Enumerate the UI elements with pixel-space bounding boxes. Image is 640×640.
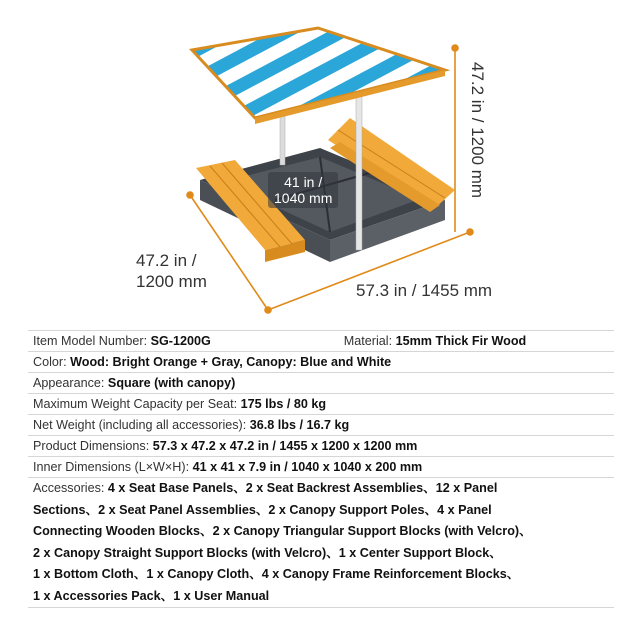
inner-dims-value: 41 x 41 x 7.9 in / 1040 x 1040 x 200 mm: [192, 460, 423, 474]
accessories-value-4: 2 x Canopy Straight Support Blocks (with Velcro)、1 x Center Support Block、: [33, 545, 502, 560]
material-value: 15mm Thick Fir Wood: [395, 334, 527, 348]
depth-dimension-label: [136, 250, 226, 292]
spec-row: [28, 457, 614, 478]
depth-dimension-line1: 47.2 in /: [136, 251, 197, 270]
accessories-value-3: Connecting Wooden Blocks、2 x Canopy Triangular Support Blocks (with Velcro)、: [33, 524, 532, 538]
product-dims-value: 57.3 x 47.2 x 47.2 in / 1455 x 1200 x 1200 mm: [152, 439, 418, 453]
canopy: [192, 28, 445, 124]
spec-row: [28, 415, 614, 436]
spec-row: [28, 436, 614, 457]
max-weight-label: Maximum Weight Capacity per Seat:: [33, 397, 238, 411]
model-value: SG-1200G: [150, 334, 211, 348]
accessories-value-1: 4 x Seat Base Panels、2 x Seat Backrest Assemblies、12 x Panel: [107, 481, 498, 495]
inner-dimension-label: [268, 172, 338, 208]
inner-dimension-line1: 41 in /: [284, 174, 323, 190]
appearance-value: Square (with canopy): [107, 376, 236, 390]
spec-table: [28, 330, 614, 608]
canopy-pole-right: [356, 85, 362, 250]
accessories-value-6: 1 x Accessories Pack、1 x User Manual: [33, 588, 270, 603]
net-weight-label: Net Weight (including all accessories):: [33, 418, 247, 432]
inner-dims-label: Inner Dimensions (L×W×H):: [33, 460, 190, 474]
spec-row: [28, 352, 614, 373]
spec-row: [28, 331, 614, 352]
accessories-label: Accessories:: [33, 481, 105, 495]
spec-row: [28, 373, 614, 394]
color-value: Wood: Bright Orange + Gray, Canopy: Blue and White: [70, 355, 392, 369]
max-weight-value: 175 lbs / 80 kg: [240, 397, 327, 411]
depth-dimension-line2: 1200 mm: [136, 272, 207, 291]
model-label: Item Model Number:: [33, 334, 148, 348]
inner-dimension-line2: 1040 mm: [274, 190, 333, 206]
material-label: Material:: [343, 334, 393, 348]
product-dims-label: Product Dimensions:: [33, 439, 150, 453]
height-dimension-label: 47.2 in / 1200 mm: [468, 62, 487, 199]
color-label: Color:: [33, 355, 67, 369]
accessories-value-5: 1 x Bottom Cloth、1 x Canopy Cloth、4 x Canopy Frame Reinforcement Blocks、: [33, 567, 520, 581]
appearance-label: Appearance:: [33, 376, 105, 390]
accessories-line: [33, 478, 614, 500]
net-weight-value: 36.8 lbs / 16.7 kg: [249, 418, 350, 432]
accessories-value-2: Sections、2 x Seat Panel Assemblies、2 x Canopy Support Poles、4 x Panel: [33, 502, 492, 517]
spec-row-accessories: [28, 478, 614, 608]
spec-row: [28, 394, 614, 415]
width-dimension-label: 57.3 in / 1455 mm: [356, 281, 493, 300]
